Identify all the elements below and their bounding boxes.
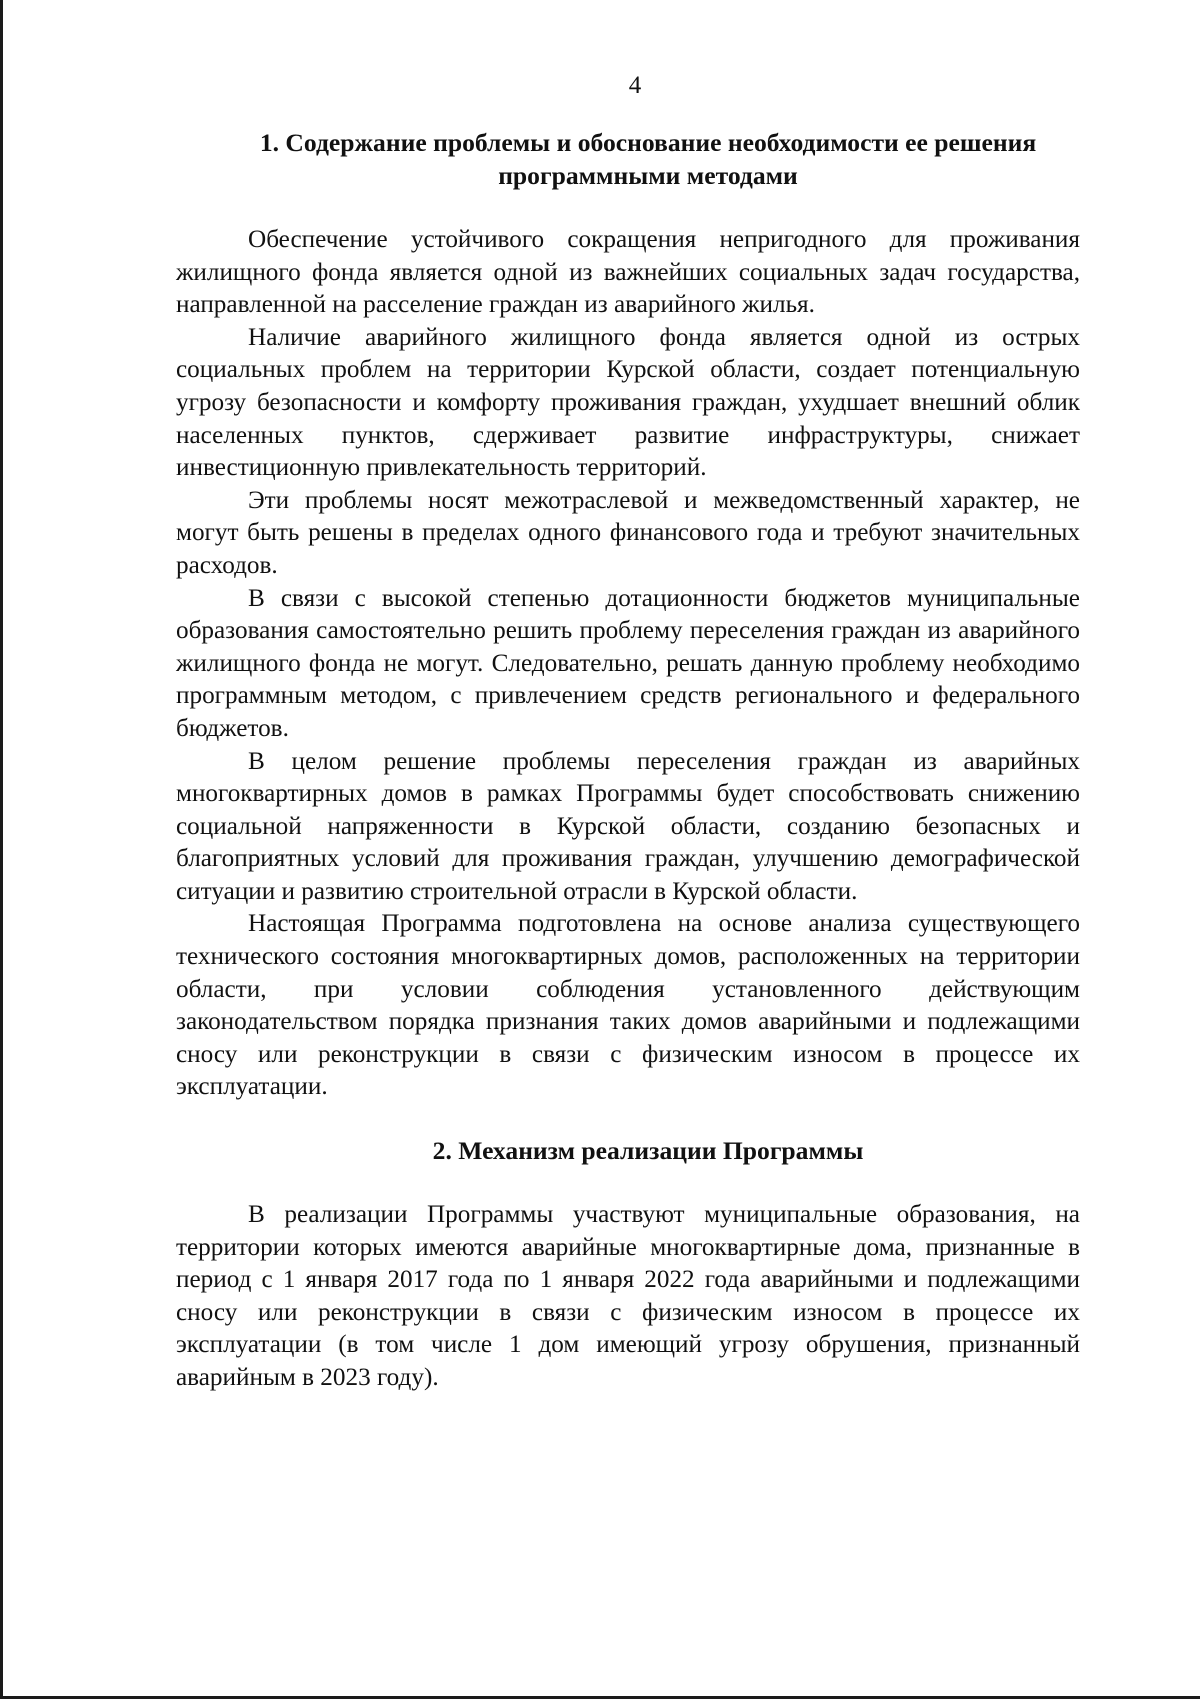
section-1-paragraph-2: Наличие аварийного жилищного фонда является одной из острых социальных проблем на территории Курской области, создает потенциальную угрозу безопасности и комфорту проживания граждан, ухудшает внешний облик населенных пунктов, сдерживает развитие инфраструктуры, снижает инвестиционную привлекательность территорий. <box>176 323 1080 482</box>
section-1-paragraph-6: Настоящая Программа подготовлена на основе анализа существующего технического состояния многоквартирных домов, расположенных на территории области, при условии соблюдения установленного действующим законодательством порядка признания таких домов аварийными и подлежащими сносу или реконструкции в связи с физическим износом в процессе их эксплуатации. <box>176 910 1080 1101</box>
section-1-paragraph-5: В целом решение проблемы переселения граждан из аварийных многоквартирных домов в рамках Программы будет способствовать снижению социальной напряженности в Курской области, созданию безопасных и благоприятных условий для проживания граждан, улучшению демографической ситуации и развитию строительной отрасли в Курской области. <box>176 747 1080 905</box>
section-2-paragraph-1: В реализации Программы участвуют муниципальные образования, на территории которых имеются аварийные многоквартирные дома, признанные в период с 1 января 2017 года по 1 января 2022 года аварийными и подлежащими сносу или реконструкции в связи с физическим износом в процессе их эксплуатации (в том числе 1 дом имеющий угрозу обрушения, признанный аварийным в 2023 году). <box>176 1201 1080 1391</box>
section-2-title: 2. Механизм реализации Программы <box>432 1136 864 1166</box>
section-1-paragraph-3: Эти проблемы носят межотраслевой и межведомственный характер, не могут быть решены в пределах одного финансового года и требуют значительных расходов. <box>176 486 1080 579</box>
section-1-title: 1. Содержание проблемы и обоснование необходимости ее решения программными методами <box>259 128 1037 190</box>
page-number: 4 <box>628 72 642 99</box>
section-1-paragraph-4: В связи с высокой степенью дотационности бюджетов муниципальные образования самостоятельно решить проблему переселения граждан из аварийного жилищного фонда не могут. Следовательно, решать данную проблему необходимо программным методом, с привлечением средств регионального и федерального бюджетов. <box>176 584 1080 742</box>
document-body <box>176 126 1080 1395</box>
scan-edge-left <box>0 0 3 1699</box>
section-1-paragraph-1: Обеспечение устойчивого сокращения непригодного для проживания жилищного фонда является одной из важнейших социальных задач государства, направленной на расселение граждан из аварийного жилья. <box>176 226 1080 319</box>
